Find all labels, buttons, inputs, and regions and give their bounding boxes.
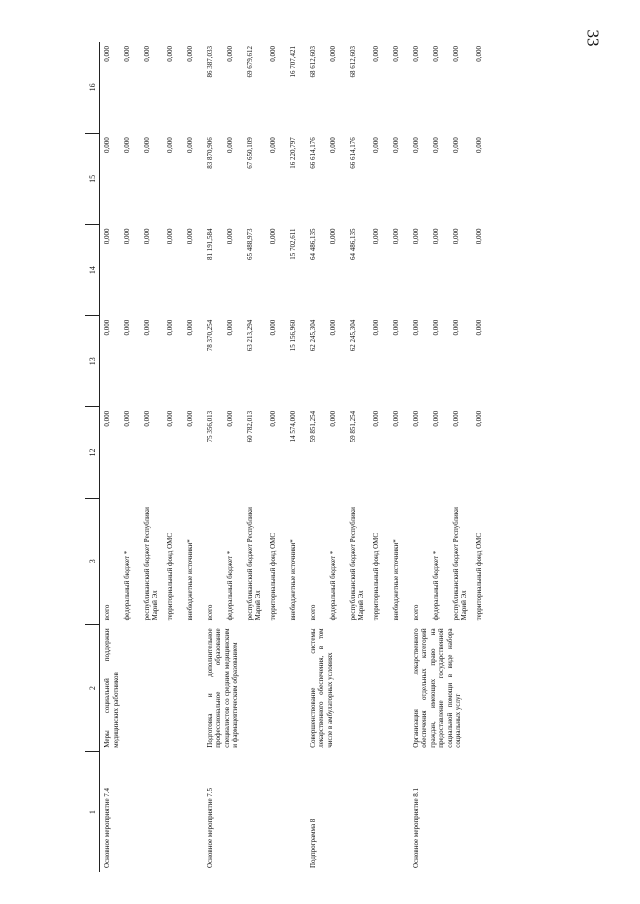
amount-cell: 0,000 bbox=[474, 137, 483, 153]
amount-cell: 0,000 bbox=[142, 319, 151, 336]
funding-source: федеральный бюджет * bbox=[225, 550, 234, 621]
funding-source: республиканский бюджет Республики Марий Эл bbox=[451, 507, 468, 621]
funding-source: территориальный фонд ОМС bbox=[165, 532, 174, 621]
amount-cell: 0,000 bbox=[185, 319, 194, 336]
amount-cell: 0,000 bbox=[268, 46, 277, 62]
amount-cell: 0,000 bbox=[451, 137, 460, 153]
column-header: 13 bbox=[85, 316, 100, 407]
funding-source: внебюджетные источники* bbox=[391, 539, 400, 621]
amount-cell: 0,000 bbox=[371, 228, 380, 245]
amount-cell: 0,000 bbox=[165, 137, 174, 153]
funding-source: территориальный фонд ОМС bbox=[371, 532, 380, 621]
amount-cell: 0,000 bbox=[411, 137, 420, 153]
amount-cell: 0,000 bbox=[328, 228, 337, 245]
amount-cell: 0,000 bbox=[103, 319, 111, 336]
column-header: 3 bbox=[85, 498, 100, 624]
amount-cell: 83 870,906 bbox=[205, 137, 214, 169]
amount-cell: 0,000 bbox=[371, 319, 380, 336]
amount-cell: 66 614,176 bbox=[348, 137, 357, 169]
table-row bbox=[409, 42, 429, 872]
amount-cell: 86 387,033 bbox=[205, 46, 214, 78]
amount-cell: 64 486,135 bbox=[348, 228, 357, 260]
funding-source: внебюджетные источники* bbox=[288, 539, 297, 621]
amount-cell: 0,000 bbox=[142, 228, 151, 245]
section-title: Подготовка и дополнительное профессиональное образование специалистов со средним медицинским и фармацевтическим образованием bbox=[205, 628, 239, 748]
amount-cell: 0,000 bbox=[431, 137, 440, 153]
column-header: 15 bbox=[85, 133, 100, 224]
amount-cell: 0,000 bbox=[474, 319, 483, 336]
amount-cell: 68 612,603 bbox=[308, 46, 317, 78]
funding-source: республиканский бюджет Республики Марий Эл bbox=[348, 507, 365, 621]
amount-cell: 0,000 bbox=[474, 228, 483, 245]
amount-cell: 59 851,254 bbox=[348, 410, 357, 443]
funding-source: всего bbox=[411, 604, 420, 621]
rotated-table-block bbox=[85, 42, 545, 872]
funding-source: федеральный бюджет * bbox=[431, 550, 440, 621]
funding-source: всего bbox=[103, 604, 111, 621]
amount-cell: 0,000 bbox=[431, 46, 440, 62]
funding-source: территориальный фонд ОМС bbox=[474, 532, 483, 621]
amount-cell: 0,000 bbox=[411, 228, 420, 245]
amount-cell: 0,000 bbox=[165, 319, 174, 336]
amount-cell: 0,000 bbox=[451, 319, 460, 336]
section-code: Основное мероприятие 7.4 bbox=[103, 787, 111, 868]
funding-source: федеральный бюджет * bbox=[122, 550, 131, 621]
amount-cell: 75 356,013 bbox=[205, 410, 214, 443]
column-header: 12 bbox=[85, 407, 100, 498]
amount-cell: 0,000 bbox=[431, 319, 440, 336]
column-header: 1 bbox=[85, 752, 100, 872]
amount-cell: 0,000 bbox=[391, 410, 400, 427]
amount-cell: 0,000 bbox=[225, 137, 234, 153]
table-row bbox=[100, 42, 120, 872]
amount-cell: 0,000 bbox=[268, 228, 277, 245]
amount-cell: 0,000 bbox=[268, 410, 277, 427]
amount-cell: 0,000 bbox=[103, 410, 111, 427]
amount-cell: 0,000 bbox=[103, 46, 111, 62]
amount-cell: 0,000 bbox=[431, 410, 440, 427]
amount-cell: 60 782,013 bbox=[245, 410, 254, 443]
amount-cell: 0,000 bbox=[225, 228, 234, 245]
amount-cell: 0,000 bbox=[451, 46, 460, 62]
amount-cell: 78 370,254 bbox=[205, 319, 214, 352]
amount-cell: 0,000 bbox=[328, 137, 337, 153]
table-body bbox=[100, 42, 492, 872]
amount-cell: 62 245,304 bbox=[308, 319, 317, 352]
funding-source: внебюджетные источники* bbox=[185, 539, 194, 621]
amount-cell: 67 650,109 bbox=[245, 137, 254, 169]
amount-cell: 0,000 bbox=[371, 137, 380, 153]
amount-cell: 0,000 bbox=[451, 228, 460, 245]
section-title: Меры социальной поддержки медицинских работников bbox=[103, 628, 120, 748]
amount-cell: 0,000 bbox=[225, 46, 234, 62]
amount-cell: 0,000 bbox=[268, 319, 277, 336]
amount-cell: 0,000 bbox=[185, 410, 194, 427]
amount-cell: 0,000 bbox=[185, 46, 194, 62]
amount-cell: 63 213,294 bbox=[245, 319, 254, 352]
amount-cell: 65 488,973 bbox=[245, 228, 254, 260]
amount-cell: 0,000 bbox=[371, 46, 380, 62]
amount-cell: 0,000 bbox=[328, 319, 337, 336]
amount-cell: 0,000 bbox=[474, 410, 483, 427]
amount-cell: 66 614,176 bbox=[308, 137, 317, 169]
section-code: Подпрограмма 8 bbox=[308, 818, 317, 868]
amount-cell: 0,000 bbox=[103, 228, 111, 245]
amount-cell: 16 220,797 bbox=[288, 137, 297, 169]
amount-cell: 0,000 bbox=[391, 228, 400, 245]
funding-source: республиканский бюджет Республики Марий Эл bbox=[245, 507, 262, 621]
amount-cell: 59 851,254 bbox=[308, 410, 317, 443]
amount-cell: 0,000 bbox=[328, 46, 337, 62]
amount-cell: 0,000 bbox=[451, 410, 460, 427]
amount-cell: 0,000 bbox=[411, 319, 420, 336]
amount-cell: 0,000 bbox=[142, 46, 151, 62]
amount-cell: 0,000 bbox=[411, 410, 420, 427]
amount-cell: 0,000 bbox=[371, 410, 380, 427]
amount-cell: 0,000 bbox=[328, 410, 337, 427]
amount-cell: 0,000 bbox=[431, 228, 440, 245]
amount-cell: 0,000 bbox=[225, 410, 234, 427]
amount-cell: 15 702,611 bbox=[288, 228, 297, 260]
amount-cell: 0,000 bbox=[268, 137, 277, 153]
funding-table bbox=[85, 42, 492, 872]
amount-cell: 0,000 bbox=[142, 137, 151, 153]
table-row bbox=[203, 42, 223, 872]
amount-cell: 0,000 bbox=[103, 137, 111, 153]
amount-cell: 64 486,135 bbox=[308, 228, 317, 260]
amount-cell: 0,000 bbox=[391, 137, 400, 153]
amount-cell: 0,000 bbox=[391, 46, 400, 62]
section-code: Основное мероприятие 8.1 bbox=[411, 787, 420, 868]
amount-cell: 0,000 bbox=[411, 46, 420, 62]
amount-cell: 0,000 bbox=[165, 46, 174, 62]
column-header-row bbox=[85, 42, 100, 872]
funding-source: всего bbox=[308, 604, 317, 621]
amount-cell: 0,000 bbox=[122, 319, 131, 336]
page-number: 33 bbox=[583, 29, 603, 47]
column-header: 2 bbox=[85, 624, 100, 751]
amount-cell: 0,000 bbox=[122, 137, 131, 153]
section-title: Совершенствование системы лекарственного обеспечения, в том числе в амбулаторных условиях bbox=[308, 628, 334, 748]
amount-cell: 0,000 bbox=[165, 228, 174, 245]
section-code: Основное мероприятие 7.5 bbox=[205, 787, 214, 868]
amount-cell: 0,000 bbox=[165, 410, 174, 427]
amount-cell: 62 245,304 bbox=[348, 319, 357, 352]
funding-source: федеральный бюджет * bbox=[328, 550, 337, 621]
funding-source: всего bbox=[205, 604, 214, 621]
funding-source: республиканский бюджет Республики Марий Эл bbox=[142, 507, 159, 621]
table-row bbox=[306, 42, 326, 872]
amount-cell: 0,000 bbox=[122, 228, 131, 245]
amount-cell: 0,000 bbox=[142, 410, 151, 427]
funding-source: территориальный фонд ОМС bbox=[268, 532, 277, 621]
amount-cell: 0,000 bbox=[122, 410, 131, 427]
amount-cell: 0,000 bbox=[225, 319, 234, 336]
amount-cell: 69 679,612 bbox=[245, 46, 254, 78]
amount-cell: 0,000 bbox=[122, 46, 131, 62]
amount-cell: 16 707,421 bbox=[288, 46, 297, 78]
amount-cell: 0,000 bbox=[391, 319, 400, 336]
amount-cell: 0,000 bbox=[474, 46, 483, 62]
amount-cell: 0,000 bbox=[185, 228, 194, 245]
amount-cell: 14 574,000 bbox=[288, 410, 297, 443]
amount-cell: 68 612,603 bbox=[348, 46, 357, 78]
amount-cell: 15 156,960 bbox=[288, 319, 297, 352]
amount-cell: 81 191,584 bbox=[205, 228, 214, 260]
column-header: 14 bbox=[85, 224, 100, 315]
column-header: 16 bbox=[85, 42, 100, 133]
section-title: Организация лекарственного обеспечения отдельных категорий граждан, имеющих право на предоставление государственной социальной помощи в виде набора социальных услуг bbox=[411, 628, 462, 748]
amount-cell: 0,000 bbox=[185, 137, 194, 153]
